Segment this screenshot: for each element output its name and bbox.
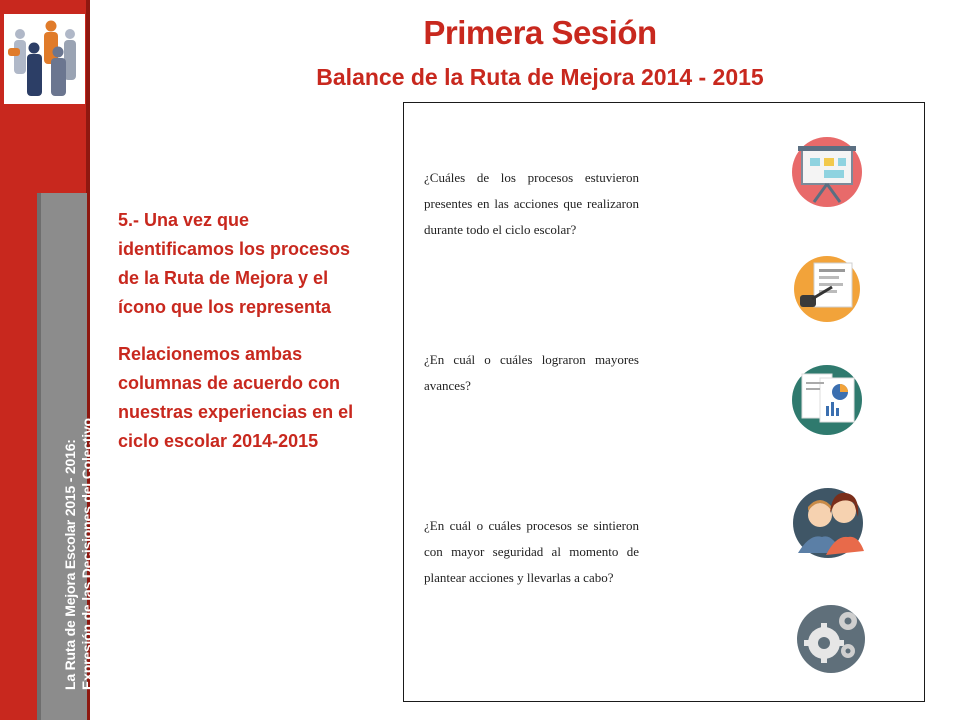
- question-2: ¿En cuál o cuáles lograron mayores avances?: [424, 352, 639, 393]
- instructions-paragraph-2: Relacionemos ambas columnas de acuerdo con nuestras experiencias en el ciclo escolar 2014-2015: [118, 344, 354, 451]
- strip-shadow: [37, 193, 41, 720]
- charts-report-icon: [790, 360, 864, 440]
- page-subtitle: Balance de la Ruta de Mejora 2014 - 2015: [316, 64, 764, 90]
- instructions: [118, 206, 368, 474]
- question-1: ¿Cuáles de los procesos estuvieron presentes en las acciones que realizaron durante todo el ciclo escolar?: [424, 170, 639, 237]
- sidebar-caption-line1: La Ruta de Mejora Escolar 2015 - 2016:: [62, 439, 78, 690]
- instructions-paragraph-1: 5.- Una vez que identificamos los procesos de la Ruta de Mejora y el ícono que los representa: [118, 210, 351, 317]
- planning-document-icon: [790, 249, 864, 329]
- team-people-icon: [792, 481, 866, 561]
- question-3: ¿En cuál o cuáles procesos se sintieron con mayor seguridad al momento de plantear acciones y llevarlas a cabo?: [424, 518, 639, 585]
- presentation-board-icon: [790, 130, 864, 210]
- gears-icon: [794, 595, 868, 675]
- people-group-logo: [4, 14, 85, 104]
- page-title: Primera Sesión: [423, 14, 657, 51]
- sidebar-caption: [62, 350, 96, 690]
- people-group-icon: [4, 14, 85, 104]
- document-panel: [403, 102, 925, 702]
- sidebar-caption-line2: Expresión de las Decisiones del Colectivo: [79, 418, 95, 690]
